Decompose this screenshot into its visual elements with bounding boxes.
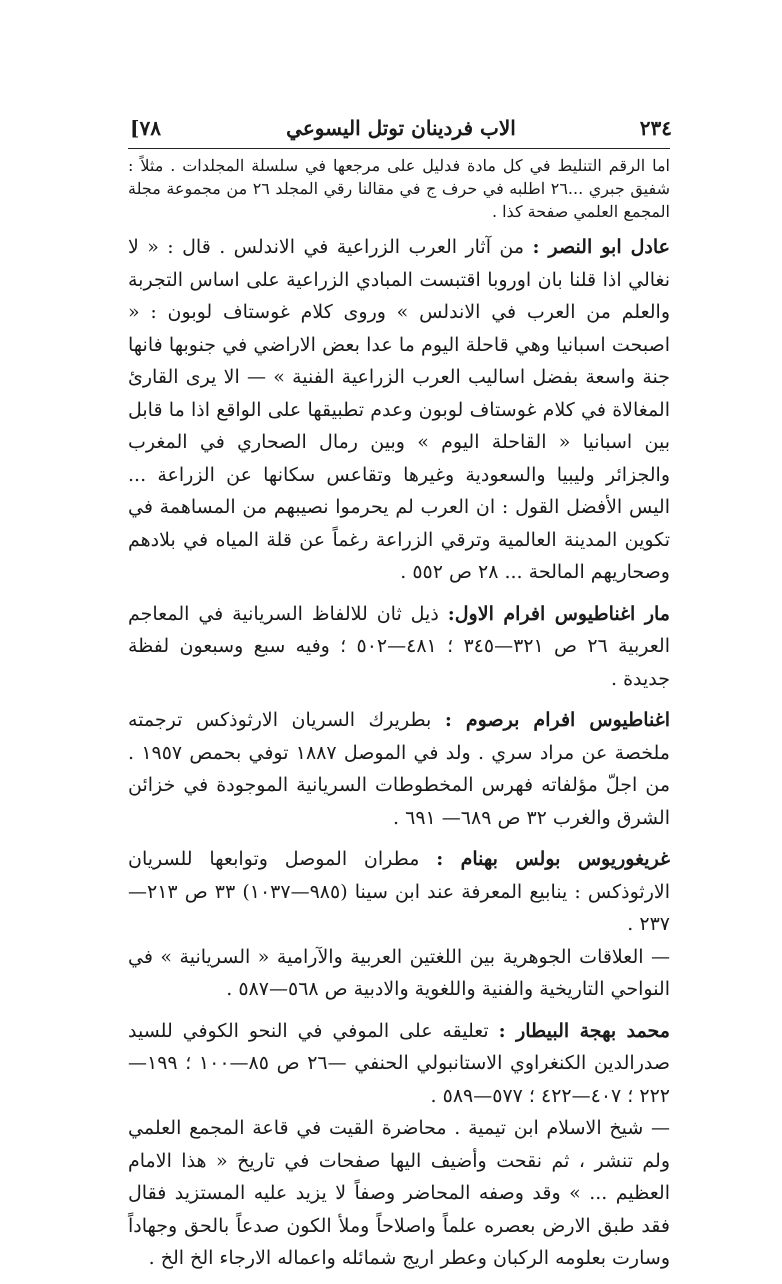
page-header	[130, 112, 672, 146]
entry-ignatius-ephrem-i	[128, 598, 670, 696]
entry-text: مطران الموصل وتوابعها للسريان الارثوذكس : ينابيع المعرفة عند ابن سينا (٩٨٥—١٠٣٧) ٣٣ ص ٢١٣—٢٣٧ .	[128, 848, 670, 935]
entry-text: تعليقه على الموفي في النحو الكوفي للسيد صدرالدين الكنغراوي الاستانبولي الحنفي —٢٦ ص ٨٥—١٠٠ ؛ ١٩٩—٢٢٢ ؛ ٤٠٧—٤٢٢ ؛ ٥٧٧—٥٨٩ .	[128, 1019, 670, 1107]
entry-author: مار اغناطيوس افرام الاول:	[447, 602, 670, 625]
entry-text: ذيل ثان للالفاظ السريانية في المعاجم العربية ٢٦ ص ٣٢١—٣٤٥ ؛ ٤٨١—٥٠٢ ؛ وفيه سبع وسبعون لفظة جديدة .	[128, 602, 670, 690]
entry-text: بطريرك السريان الارثوذكس ترجمته ملخصة عن مراد سري . ولد في الموصل ١٨٨٧ توفي بحمص ١٩٥٧ . من اجلّ مؤلفاته فهرس المخطوطات السريانية الموجودة في خزائن الشرق والغرب ٣٢ ص ٦٨٩— ٦٩١ .	[128, 709, 670, 829]
entry-text: من آثار العرب الزراعية في الاندلس . قال : « لا نغالي اذا قلنا بان اوروبا اقتبست المبادي الزراعية على اساس التجربة والعلم من العرب في الاندلس » وروى كلام غوستاف لوبون : « اصبحت اسبانيا وهي قاحلة اليوم ما عدا بعض الاراضي في جنوبها فانها جنة واسعة بفضل اساليب العرب الزراعية الفنية » — الا يرى القارئ المغالاة في كلام غوستاف لوبون وعدم تطبيقها على الواقع اذا ما قابل بين اسبانيا « القاحلة اليوم » وبين رمال الصحاري في المغرب والجزائر وليبيا والسعودية وغيرها وتقاعس سكانها عن الزراعة ... اليس الأفضل القول : ان العرب لم يحرموا نصيبهم من المساهمة في تكوين المدينة العالمية وترقي الزراعة رغماً عن قلة المياه في بلادهم وصحاريهم المالحة ... ٢٨ ص ٥٥٢ .	[128, 236, 670, 583]
entry-author: عادل ابو النصر :	[532, 236, 670, 258]
explanatory-note: اما الرقم التنليط في كل مادة فدليل على مرجعها في سلسلة المجلدات . مثلاً : شفيق جبري ...٢٦ اطلبه في حرف ج في مقالنا رقي المجلد ٢٦ من مجموعة مجلة المجمع العلمي صفحة كذا .	[128, 156, 670, 221]
running-title: الاب فردينان توتل اليسوعي	[286, 116, 516, 140]
bracket-number: [٧٨	[130, 116, 161, 140]
entry-author: اغناطيوس افرام برصوم :	[444, 709, 670, 731]
page-number: ٢٣٤	[639, 116, 672, 140]
entry-extra: — العلاقات الجوهرية بين اللغتين العربية والآرامية « السريانية » في النواحي التاريخية والفنية واللغوية والادبية ص ٥٦٨—٥٨٧ .	[128, 945, 670, 1000]
entry-gregorius-paulus-behnam	[128, 843, 670, 1006]
entry-adel-abu-alnasr	[128, 231, 670, 589]
page-body	[128, 154, 670, 1284]
entry-ignatius-ephrem-barsoum	[128, 704, 670, 834]
entry-author: غريغوريوس بولس بهنام :	[436, 848, 670, 870]
entry-extra: — شيخ الاسلام ابن تيمية . محاضرة القيت في قاعة المجمع العلمي ولم تنشر ، ثم نقحت وأضيف اليها صفحات في تاريخ « هذا الامام العظيم ... » وقد وصفه المحاضر وصفاً لا يزيد عليه المستزيد فقال فقد طبق الارض بعصره علماً واصلاحاً وملأ الكون صدعاً بالحق وجهاداً وسارت بعلومه الركبان وعطر اريج شمائله واعماله الارجاء الخ الخ .	[128, 1117, 670, 1269]
entry-author: محمد بهجة البيطار :	[498, 1019, 670, 1042]
header-rule	[128, 148, 670, 149]
entry-muhammad-bahjat-albitar	[128, 1015, 670, 1275]
